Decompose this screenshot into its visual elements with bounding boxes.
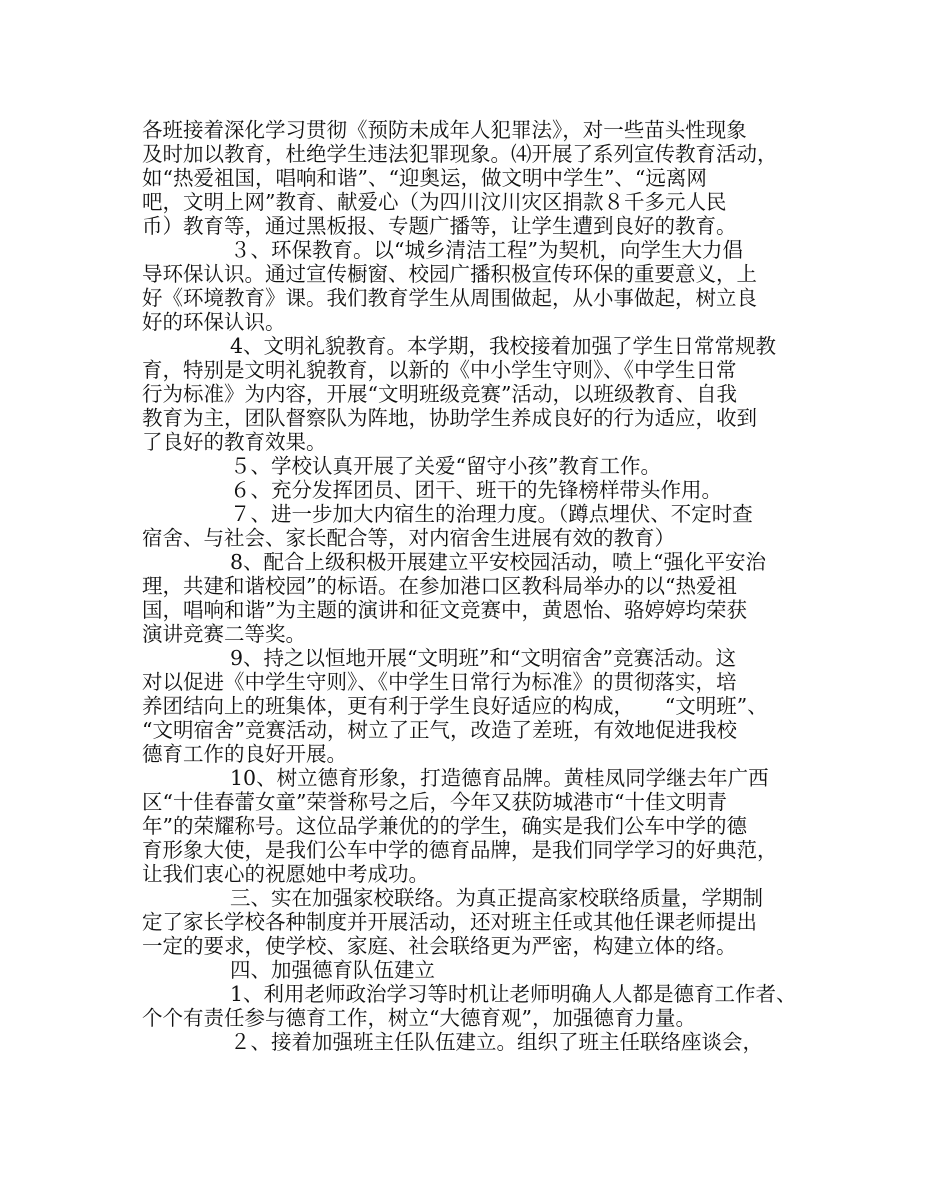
text-line: ７、进一步加大内宿生的治理力度。（蹲点埋伏、不定时查 <box>230 502 753 526</box>
text-line: 教育为主，团队督察队为阵地，协助学生养成良好的行为适应，收到 <box>142 406 757 430</box>
text-line: 让我们衷心的祝愿她中考成功。 <box>142 862 429 886</box>
text-line: 9、持之以恒地开展“文明班”和“文明宿舍”竞赛活动。这 <box>230 646 736 670</box>
text-line: 国，唱响和谐”为主题的演讲和征文竞赛中，黄恩怡、骆婷婷均荣获 <box>142 598 747 622</box>
text-line: 1、利用老师政治学习等时机让老师明确人人都是德育工作者、 <box>230 982 797 1006</box>
text-line: 德育工作的良好开展。 <box>142 742 347 766</box>
text-line: 定了家长学校各种制度并开展活动，还对班主任或其他任课老师提出 <box>142 910 757 934</box>
text-line: 年”的荣耀称号。这位品学兼优的的学生，确实是我们公车中学的德 <box>142 814 747 838</box>
text-line: 个个有责任参与德育工作，树立“大德育观”，加强德育力量。 <box>142 1006 696 1030</box>
document-body-text <box>142 118 832 1054</box>
text-line: 各班接着深化学习贯彻《预防未成年人犯罪法》，对一些苗头性现象 <box>142 118 747 142</box>
text-line: 一定的要求，使学校、家庭、社会联络更为严密，构建立体的络。 <box>142 934 737 958</box>
text-line: 好的环保认识。 <box>142 310 286 334</box>
text-line: 育，特别是文明礼貌教育，以新的《中小学生守则》、《中学生日常 <box>142 358 737 382</box>
text-line: 理，共建和谐校园”的标语。在参加港口区教科局举办的以“热爱祖 <box>142 574 737 598</box>
text-line: 了良好的教育效果。 <box>142 430 327 454</box>
text-line: 演讲竞赛二等奖。 <box>142 622 306 646</box>
text-line: 区“十佳春蕾女童”荣誉称号之后，今年又获防城港市“十佳文明青 <box>142 790 727 814</box>
text-line: ３、环保教育。以“城乡清洁工程”为契机，向学生大力倡 <box>230 238 743 262</box>
text-line: 如“热爱祖国，唱响和谐”、“迎奥运，做文明中学生”、“远离网 <box>142 166 707 190</box>
text-line: 对以促进《中学生守则》、《中学生日常行为标准》的贯彻落实，培 <box>142 670 737 694</box>
text-line: 及时加以教育，杜绝学生违法犯罪现象。⑷开展了系列宣传教育活动， <box>142 142 778 166</box>
text-line: 四、加强德育队伍建立 <box>230 958 435 982</box>
text-line: 4、文明礼貌教育。本学期，我校接着加强了学生日常常规教 <box>230 334 777 358</box>
text-line: 宿舍、与社会、家长配合等，对内宿舍生进展有效的教育） <box>142 526 675 550</box>
text-line: 育形象大使，是我们公车中学的德育品牌，是我们同学学习的好典范， <box>142 838 778 862</box>
text-line: 三、实在加强家校联络。为真正提高家校联络质量，学期制 <box>230 886 763 910</box>
text-line: “文明宿舍”竞赛活动，树立了正气，改造了差班，有效地促进我校 <box>142 718 737 742</box>
text-line: 行为标准》为内容，开展“文明班级竞赛”活动，以班级教育、自我 <box>142 382 737 406</box>
text-line: ６、充分发挥团员、团干、班干的先锋榜样带头作用。 <box>230 478 722 502</box>
text-line: ２、接着加强班主任队伍建立。组织了班主任联络座谈会， <box>230 1030 763 1054</box>
text-line: 8、配合上级积极开展建立平安校园活动，喷上“强化平安治 <box>230 550 767 574</box>
text-line: 10、树立德育形象，打造德育品牌。黄桂凤同学继去年广西 <box>230 766 769 790</box>
text-line: 养团结向上的班集体，更有利于学生良好适应的构成， “文明班”、 <box>142 694 768 718</box>
text-line: 好《环境教育》课。我们教育学生从周围做起，从小事做起，树立良 <box>142 286 757 310</box>
text-line: 币）教育等，通过黑板报、专题广播等，让学生遭到良好的教育。 <box>142 214 737 238</box>
text-line: ５、学校认真开展了关爱“留守小孩”教育工作。 <box>230 454 661 478</box>
text-line: 导环保认识。通过宣传橱窗、校园广播积极宣传环保的重要意义，上 <box>142 262 757 286</box>
text-line: 吧，文明上网”教育、献爱心（为四川汶川灾区捐款８千多元人民 <box>142 190 727 214</box>
